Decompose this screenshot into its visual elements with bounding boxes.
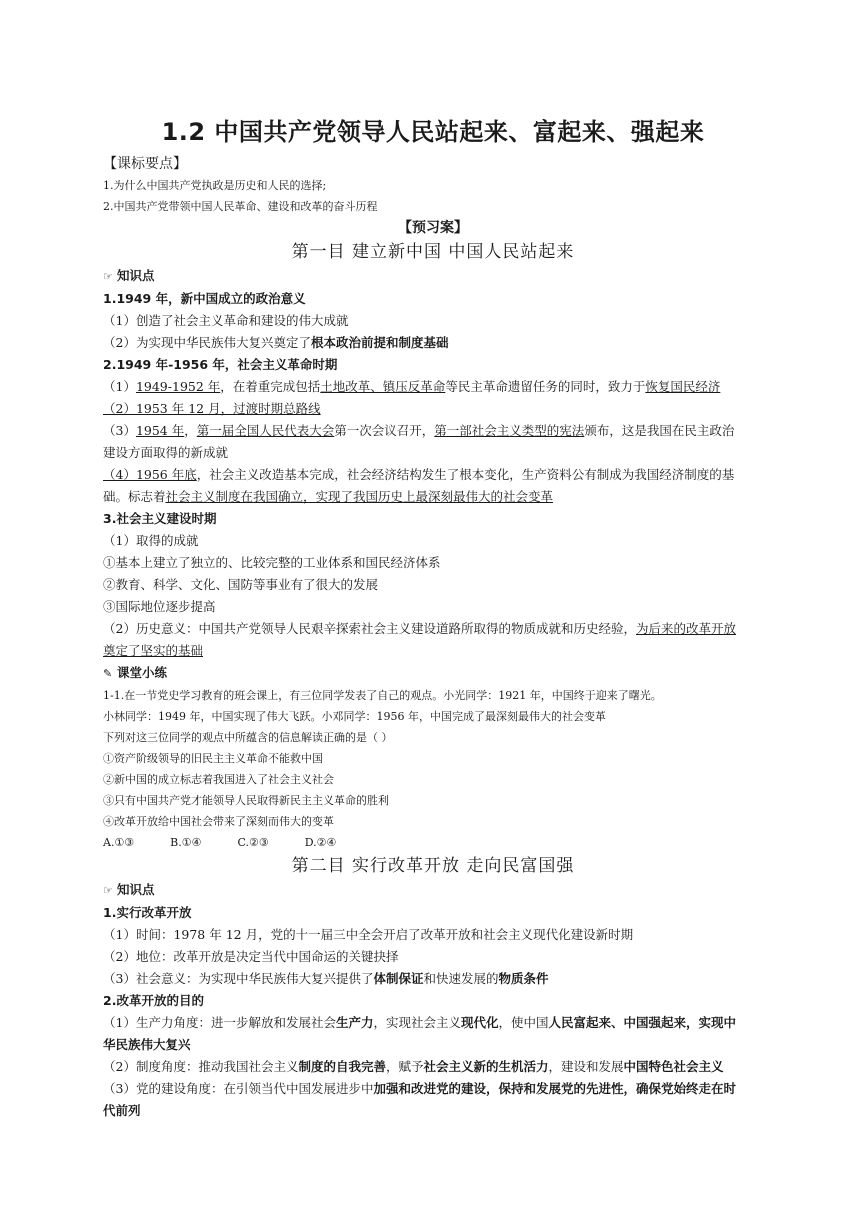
- practice-question-line-3: 下列对这三位同学的观点中所蕴含的信息解读正确的是（ ）: [103, 731, 393, 744]
- s2-h1-line-2: （2）地位：改革开放是决定当代中国命运的关键抉择: [103, 949, 399, 964]
- s1-h2-line-2: （2）1953 年 12 月，过渡时期总路线: [103, 401, 321, 416]
- s1-heading-1: 1.1949 年，新中国成立的政治意义: [103, 291, 306, 306]
- document-page: [103, 112, 763, 1122]
- s2-h2-line-2: 华民族伟大复兴: [103, 1037, 191, 1052]
- pointing-hand-icon: ☞: [103, 884, 113, 897]
- pointing-hand-icon: ☞: [103, 270, 113, 283]
- practice-statement-1: ①资产阶级领导的旧民主主义革命不能救中国: [103, 752, 323, 765]
- kebiao-item-2: 2.中国共产党带领中国人民革命、建设和改革的奋斗历程: [103, 200, 378, 213]
- s2-h2-line-5: 代前列: [103, 1103, 141, 1118]
- practice-options: [103, 832, 763, 853]
- s1-h3-line-1: （1）取得的成就: [103, 533, 199, 548]
- knowledge-label-1: ☞ 知识点: [103, 265, 763, 288]
- option-b[interactable]: B.①④: [170, 836, 202, 849]
- s1-h3-line-3: ②教育、科学、文化、国防等事业有了很大的发展: [103, 577, 379, 592]
- s1-h3-line-2: ①基本上建立了独立的、比较完整的工业体系和国民经济体系: [103, 555, 441, 570]
- s1-h1-line-1: （1）创造了社会主义革命和建设的伟大成就: [103, 313, 349, 328]
- s1-heading-3: 3.社会主义建设时期: [103, 511, 217, 526]
- kebiao-item-1: 1.为什么中国共产党执政是历史和人民的选择;: [103, 179, 327, 192]
- s2-heading-1: 1.实行改革开放: [103, 905, 192, 920]
- s2-h2-line-4: （3）党的建设角度：在引领当代中国发展进步中加强和改进党的建设，保持和发展党的先进性，确保党始终走在时: [103, 1081, 736, 1096]
- s1-h2-line-3: （3）1954 年，第一届全国人民代表大会第一次会议召开，第一部社会主义类型的宪法颁布，这是我国在民主政治: [103, 423, 735, 438]
- prepare-heading: 【预习案】: [398, 220, 468, 236]
- s1-h3-line-4: ③国际地位逐步提高: [103, 599, 216, 614]
- option-d[interactable]: D.②④: [304, 836, 337, 849]
- practice-statement-2: ②新中国的成立标志着我国进入了社会主义社会: [103, 773, 334, 786]
- s2-heading-2: 2.改革开放的目的: [103, 993, 204, 1008]
- s2-h1-line-1: （1）时间：1978 年 12 月，党的十一届三中全会开启了改革开放和社会主义现代化建设新时期: [103, 927, 634, 942]
- knowledge-label-2: ☞ 知识点: [103, 879, 763, 902]
- practice-label: ✎ 课堂小练: [103, 662, 763, 685]
- s1-h2-line-3b: 建设方面取得的新成就: [103, 445, 229, 460]
- s1-h3-line-5: （2）历史意义：中国共产党领导人民艰辛探索社会主义建设道路所取得的物质成就和历史经验，为后来的改革开放: [103, 621, 736, 636]
- s2-h2-line-1: （1）生产力角度：进一步解放和发展社会生产力，实现社会主义现代化，使中国人民富起来、中国强起来，实现中: [103, 1015, 737, 1030]
- practice-statement-4: ④改革开放给中国社会带来了深刻而伟大的变革: [103, 815, 334, 828]
- practice-question-line-1: 1-1.在一节党史学习教育的班会课上，有三位同学发表了自己的观点。小光同学：1921 年，中国终于迎来了曙光。: [103, 689, 662, 702]
- s1-h2-line-4: （4）1956 年底，社会主义改造基本完成，社会经济结构发生了根本变化，生产资料公有制成为我国经济制度的基: [103, 467, 735, 482]
- s1-heading-2: 2.1949 年-1956 年，社会主义革命时期: [103, 357, 338, 372]
- s2-h1-line-3: （3）社会意义：为实现中华民族伟大复兴提供了体制保证和快速发展的物质条件: [103, 971, 549, 986]
- option-c[interactable]: C.②③: [237, 836, 269, 849]
- page-title: 1.2 中国共产党领导人民站起来、富起来、强起来: [161, 118, 705, 146]
- pencil-icon: ✎: [103, 667, 113, 680]
- s1-h3-line-6: 奠定了坚实的基础: [103, 643, 204, 658]
- s2-h2-line-3: （2）制度角度：推动我国社会主义制度的自我完善，赋予社会主义新的生机活力，建设和发展中国特色社会主义: [103, 1059, 724, 1074]
- option-a[interactable]: A.①③: [103, 836, 135, 849]
- s1-h2-line-4b: 础。标志着社会主义制度在我国确立，实现了我国历史上最深刻最伟大的社会变革: [103, 489, 554, 504]
- kebiao-heading: 【课标要点】: [103, 156, 187, 172]
- s1-h2-line-1: （1）1949-1952 年，在着重完成包括土地改革、镇压反革命等民主革命遗留任务的同时，致力于恢复国民经济: [103, 379, 721, 394]
- practice-question-line-2: 小林同学：1949 年，中国实现了伟大飞跃。小邓同学：1956 年，中国完成了最深刻最伟大的社会变革: [103, 710, 606, 723]
- section1-title: 第一目 建立新中国 中国人民站起来: [291, 242, 575, 262]
- practice-statement-3: ③只有中国共产党才能领导人民取得新民主主义革命的胜利: [103, 794, 389, 807]
- s1-h1-line-2: （2）为实现中华民族伟大复兴奠定了根本政治前提和制度基础: [103, 335, 449, 350]
- section2-title: 第二目 实行改革开放 走向民富国强: [291, 856, 575, 876]
